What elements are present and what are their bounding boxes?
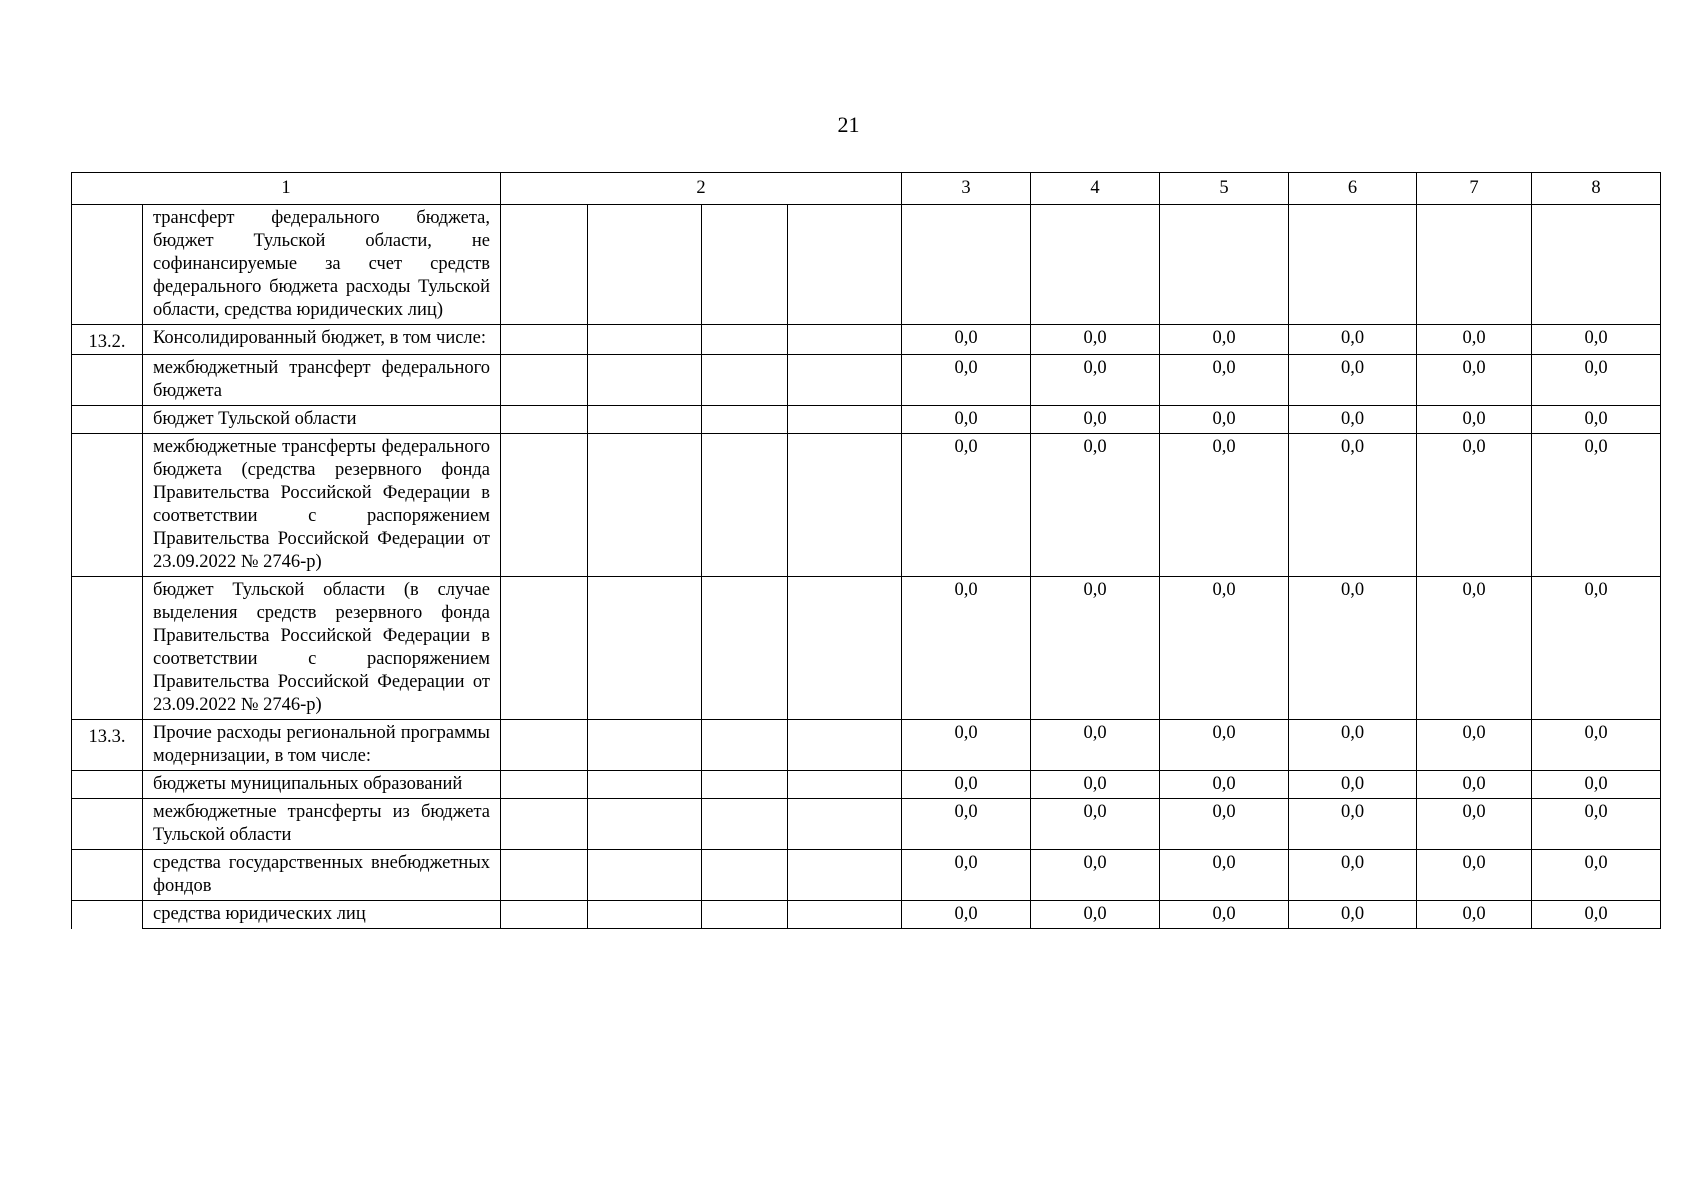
value-cell: 0,0	[1160, 355, 1289, 406]
value-cell: 0,0	[902, 325, 1031, 355]
header-cell: 6	[1289, 173, 1417, 205]
row-description: бюджет Тульской области	[143, 406, 501, 434]
value-cell: 0,0	[1031, 720, 1160, 771]
value-cell: 0,0	[902, 771, 1031, 799]
table-row	[72, 901, 1661, 929]
value-cell: 0,0	[902, 434, 1031, 577]
value-cell: 0,0	[1417, 406, 1532, 434]
value-cell: 0,0	[1160, 850, 1289, 901]
row-description: Консолидированный бюджет, в том числе:	[143, 325, 501, 355]
empty-cell	[501, 799, 588, 850]
table-row	[72, 434, 1661, 577]
value-cell: 0,0	[1289, 799, 1417, 850]
value-cell: 0,0	[1289, 901, 1417, 929]
value-cell: 0,0	[1417, 850, 1532, 901]
value-cell: 0,0	[1532, 771, 1661, 799]
value-cell: 0,0	[1160, 406, 1289, 434]
page-number: 21	[837, 112, 860, 137]
table-body	[72, 173, 1661, 929]
row-number	[72, 205, 143, 325]
table-row	[72, 355, 1661, 406]
empty-cell	[788, 799, 902, 850]
row-number	[72, 577, 143, 720]
row-number	[72, 771, 143, 799]
value-cell: 0,0	[1417, 799, 1532, 850]
value-cell: 0,0	[1289, 577, 1417, 720]
empty-cell	[702, 901, 788, 929]
value-cell: 0,0	[1532, 355, 1661, 406]
value-cell: 0,0	[1031, 771, 1160, 799]
value-cell: 0,0	[1417, 771, 1532, 799]
value-cell	[1160, 205, 1289, 325]
header-cell: 4	[1031, 173, 1160, 205]
value-cell: 0,0	[1031, 355, 1160, 406]
header-row	[72, 173, 1661, 205]
empty-cell	[788, 434, 902, 577]
header-cell: 1	[72, 173, 501, 205]
empty-cell	[702, 406, 788, 434]
value-cell	[902, 205, 1031, 325]
empty-cell	[702, 434, 788, 577]
value-cell: 0,0	[1031, 434, 1160, 577]
empty-cell	[501, 325, 588, 355]
value-cell: 0,0	[1160, 720, 1289, 771]
value-cell: 0,0	[1031, 850, 1160, 901]
empty-cell	[501, 720, 588, 771]
row-description: средства юридических лиц	[143, 901, 501, 929]
value-cell: 0,0	[1289, 434, 1417, 577]
value-cell: 0,0	[1031, 325, 1160, 355]
row-number	[72, 355, 143, 406]
empty-cell	[588, 577, 702, 720]
header-cell: 3	[902, 173, 1031, 205]
empty-cell	[501, 771, 588, 799]
row-number	[72, 406, 143, 434]
value-cell: 0,0	[1417, 325, 1532, 355]
value-cell: 0,0	[1160, 577, 1289, 720]
value-cell: 0,0	[1417, 720, 1532, 771]
header-cell: 2	[501, 173, 902, 205]
empty-cell	[702, 577, 788, 720]
value-cell: 0,0	[902, 406, 1031, 434]
empty-cell	[788, 406, 902, 434]
empty-cell	[501, 406, 588, 434]
row-description: межбюджетный трансферт федерального бюджета	[143, 355, 501, 406]
empty-cell	[788, 355, 902, 406]
value-cell: 0,0	[1160, 434, 1289, 577]
row-description: межбюджетные трансферты федерального бюджета (средства резервного фонда Правительства Российской Федерации в соответствии с распоряжением Правительства Российской Федерации от 23.09.2022 № 2746-р)	[143, 434, 501, 577]
empty-cell	[788, 771, 902, 799]
row-description: бюджет Тульской области (в случае выделения средств резервного фонда Правительства Российской Федерации в соответствии с распоряжением Правительства Российской Федерации от 23.09.2022 № 2746-р)	[143, 577, 501, 720]
row-description: средства государственных внебюджетных фондов	[143, 850, 501, 901]
row-number	[72, 799, 143, 850]
table-row	[72, 325, 1661, 355]
empty-cell	[702, 850, 788, 901]
value-cell: 0,0	[1031, 799, 1160, 850]
value-cell: 0,0	[902, 355, 1031, 406]
row-number	[72, 901, 143, 929]
empty-cell	[588, 850, 702, 901]
value-cell: 0,0	[1160, 901, 1289, 929]
empty-cell	[788, 325, 902, 355]
row-number	[72, 434, 143, 577]
row-description: трансферт федерального бюджета, бюджет Тульской области, не софинансируемые за счет средств федерального бюджета расходы Тульской области, средства юридических лиц)	[143, 205, 501, 325]
table-row	[72, 850, 1661, 901]
row-number	[72, 850, 143, 901]
value-cell: 0,0	[1532, 799, 1661, 850]
empty-cell	[588, 325, 702, 355]
empty-cell	[588, 901, 702, 929]
empty-cell	[588, 355, 702, 406]
empty-cell	[788, 901, 902, 929]
value-cell: 0,0	[902, 720, 1031, 771]
value-cell: 0,0	[1532, 720, 1661, 771]
empty-cell	[588, 205, 702, 325]
header-cell: 8	[1532, 173, 1661, 205]
empty-cell	[501, 577, 588, 720]
empty-cell	[788, 850, 902, 901]
value-cell: 0,0	[1289, 720, 1417, 771]
empty-cell	[702, 720, 788, 771]
table-row	[72, 406, 1661, 434]
table-row	[72, 205, 1661, 325]
value-cell: 0,0	[1532, 325, 1661, 355]
value-cell	[1289, 205, 1417, 325]
value-cell: 0,0	[1417, 355, 1532, 406]
value-cell: 0,0	[1160, 325, 1289, 355]
value-cell: 0,0	[1532, 406, 1661, 434]
value-cell: 0,0	[1031, 577, 1160, 720]
value-cell: 0,0	[1289, 355, 1417, 406]
value-cell: 0,0	[902, 901, 1031, 929]
empty-cell	[501, 901, 588, 929]
empty-cell	[588, 771, 702, 799]
value-cell: 0,0	[1160, 799, 1289, 850]
table-row	[72, 799, 1661, 850]
value-cell	[1532, 205, 1661, 325]
value-cell: 0,0	[1417, 577, 1532, 720]
row-number: 13.2.	[72, 325, 143, 355]
header-cell: 5	[1160, 173, 1289, 205]
value-cell: 0,0	[902, 577, 1031, 720]
value-cell: 0,0	[1031, 406, 1160, 434]
empty-cell	[788, 205, 902, 325]
empty-cell	[588, 799, 702, 850]
value-cell: 0,0	[1289, 406, 1417, 434]
table-row	[72, 771, 1661, 799]
value-cell	[1417, 205, 1532, 325]
header-cell: 7	[1417, 173, 1532, 205]
empty-cell	[501, 355, 588, 406]
empty-cell	[702, 799, 788, 850]
empty-cell	[788, 720, 902, 771]
empty-cell	[702, 325, 788, 355]
empty-cell	[702, 771, 788, 799]
value-cell: 0,0	[1289, 325, 1417, 355]
value-cell: 0,0	[1532, 577, 1661, 720]
row-description: Прочие расходы региональной программы модернизации, в том числе:	[143, 720, 501, 771]
value-cell	[1031, 205, 1160, 325]
empty-cell	[788, 577, 902, 720]
value-cell: 0,0	[902, 850, 1031, 901]
value-cell: 0,0	[1289, 850, 1417, 901]
empty-cell	[501, 434, 588, 577]
value-cell: 0,0	[1417, 901, 1532, 929]
value-cell: 0,0	[1031, 901, 1160, 929]
empty-cell	[588, 434, 702, 577]
value-cell: 0,0	[1532, 850, 1661, 901]
empty-cell	[501, 850, 588, 901]
budget-table	[71, 172, 1661, 929]
value-cell: 0,0	[1289, 771, 1417, 799]
empty-cell	[702, 355, 788, 406]
row-description: бюджеты муниципальных образований	[143, 771, 501, 799]
value-cell: 0,0	[902, 799, 1031, 850]
row-number: 13.3.	[72, 720, 143, 771]
empty-cell	[588, 406, 702, 434]
empty-cell	[588, 720, 702, 771]
value-cell: 0,0	[1160, 771, 1289, 799]
value-cell: 0,0	[1532, 434, 1661, 577]
value-cell: 0,0	[1532, 901, 1661, 929]
empty-cell	[702, 205, 788, 325]
table-row	[72, 720, 1661, 771]
value-cell: 0,0	[1417, 434, 1532, 577]
row-description: межбюджетные трансферты из бюджета Тульской области	[143, 799, 501, 850]
table-row	[72, 577, 1661, 720]
empty-cell	[501, 205, 588, 325]
